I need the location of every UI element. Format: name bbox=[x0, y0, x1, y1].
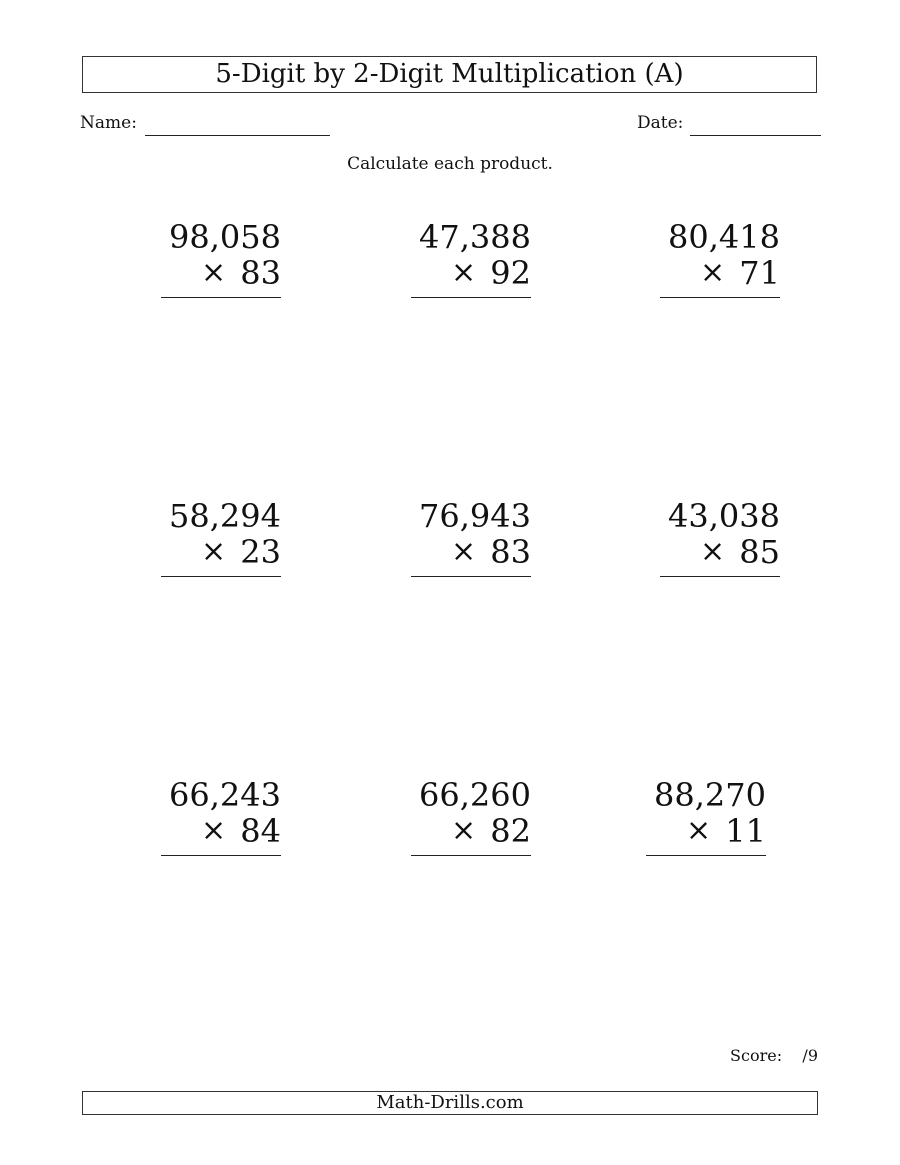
problem-9 bbox=[646, 777, 766, 859]
multiplier: 83 bbox=[240, 254, 281, 292]
answer-line bbox=[660, 576, 780, 577]
times-sign: × bbox=[700, 255, 726, 290]
problem-2 bbox=[411, 219, 531, 301]
times-sign: × bbox=[201, 255, 227, 290]
name-label: Name: bbox=[80, 113, 137, 133]
multiplicand: 76,943 bbox=[419, 497, 531, 535]
multiplier: 92 bbox=[490, 254, 531, 292]
multiplicand: 66,243 bbox=[169, 776, 281, 814]
answer-line bbox=[411, 297, 531, 298]
times-sign: × bbox=[700, 534, 726, 569]
multiplier: 83 bbox=[490, 533, 531, 571]
score-label: Score: bbox=[730, 1046, 783, 1065]
multiplier: 71 bbox=[739, 254, 780, 292]
multiplicand: 98,058 bbox=[169, 218, 281, 256]
multiplier: 11 bbox=[725, 812, 766, 850]
answer-line bbox=[411, 855, 531, 856]
multiplier: 82 bbox=[490, 812, 531, 850]
instructions: Calculate each product. bbox=[347, 154, 553, 174]
date-blank-line[interactable] bbox=[690, 135, 821, 136]
multiplicand: 88,270 bbox=[654, 776, 766, 814]
name-blank-line[interactable] bbox=[145, 135, 330, 136]
problem-8 bbox=[411, 777, 531, 859]
worksheet-title: 5-Digit by 2-Digit Multiplication (A) bbox=[82, 56, 817, 93]
score bbox=[730, 1046, 818, 1066]
answer-line bbox=[660, 297, 780, 298]
problem-4 bbox=[161, 498, 281, 580]
multiplier: 84 bbox=[240, 812, 281, 850]
multiplicand: 58,294 bbox=[169, 497, 281, 535]
times-sign: × bbox=[451, 813, 477, 848]
problem-5 bbox=[411, 498, 531, 580]
times-sign: × bbox=[451, 534, 477, 569]
answer-line bbox=[411, 576, 531, 577]
footer-site-name: Math-Drills.com bbox=[82, 1091, 818, 1115]
problem-6 bbox=[660, 498, 780, 580]
multiplier: 85 bbox=[739, 533, 780, 571]
multiplicand: 47,388 bbox=[419, 218, 531, 256]
answer-line bbox=[646, 855, 766, 856]
times-sign: × bbox=[201, 813, 227, 848]
multiplicand: 66,260 bbox=[419, 776, 531, 814]
multiplicand: 80,418 bbox=[668, 218, 780, 256]
multiplicand: 43,038 bbox=[668, 497, 780, 535]
times-sign: × bbox=[451, 255, 477, 290]
answer-line bbox=[161, 576, 281, 577]
score-total: /9 bbox=[802, 1046, 818, 1065]
problem-3 bbox=[660, 219, 780, 301]
problem-7 bbox=[161, 777, 281, 859]
times-sign: × bbox=[686, 813, 712, 848]
answer-line bbox=[161, 855, 281, 856]
answer-line bbox=[161, 297, 281, 298]
problem-1 bbox=[161, 219, 281, 301]
date-label: Date: bbox=[637, 113, 684, 133]
multiplier: 23 bbox=[240, 533, 281, 571]
times-sign: × bbox=[201, 534, 227, 569]
